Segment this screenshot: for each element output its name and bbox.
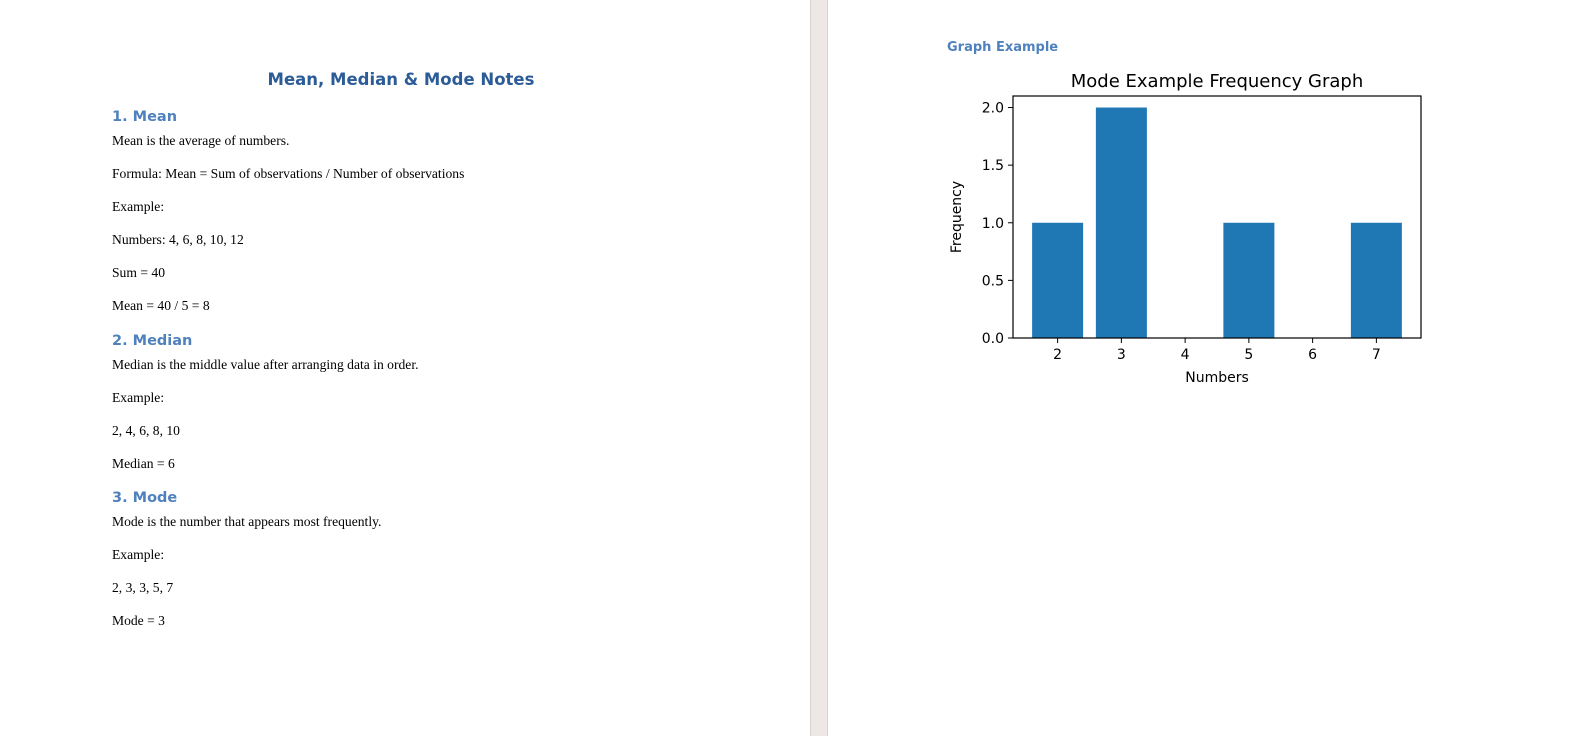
mode-definition: Mode is the number that appears most frequently.	[112, 514, 382, 529]
graph-example-heading: Graph Example	[947, 40, 1059, 55]
median-definition: Median is the middle value after arranging data in order.	[112, 357, 419, 372]
heading-mode: 3. Mode	[112, 490, 178, 506]
x-tick-label: 3	[1116, 347, 1126, 363]
x-tick-label: 2	[1053, 347, 1063, 363]
mean-example-label: Example:	[112, 199, 165, 214]
mode-example-label: Example:	[112, 547, 165, 562]
chart-x-label: Numbers	[1185, 370, 1249, 386]
heading-median: 2. Median	[112, 333, 193, 349]
y-tick-label: 0.5	[981, 273, 1004, 290]
bar-5	[1223, 223, 1274, 338]
chart-y-axis	[982, 101, 1013, 347]
mean-example-numbers: Numbers: 4, 6, 8, 10, 12	[112, 232, 244, 247]
y-tick-label: 2.0	[981, 100, 1004, 117]
bar-7	[1351, 223, 1402, 338]
chart-title: Mode Example Frequency Graph	[1070, 71, 1364, 92]
heading-mean: 1. Mean	[112, 109, 178, 125]
bar-2	[1032, 223, 1083, 338]
mean-formula: Formula: Mean = Sum of observations / Number of observations	[112, 166, 465, 181]
bar-3	[1096, 108, 1147, 338]
mean-example-result: Mean = 40 / 5 = 8	[112, 298, 210, 313]
mean-definition: Mean is the average of numbers.	[112, 133, 290, 148]
x-tick-label: 5	[1244, 347, 1254, 363]
x-tick-label: 6	[1308, 347, 1318, 363]
chart-x-axis	[1053, 338, 1381, 363]
median-example-label: Example:	[112, 390, 165, 405]
x-tick-label: 7	[1371, 347, 1381, 363]
y-tick-label: 1.0	[981, 215, 1004, 232]
mean-example-sum: Sum = 40	[112, 265, 165, 280]
x-tick-label: 4	[1180, 347, 1190, 363]
y-tick-label: 0.0	[981, 331, 1004, 347]
median-example-result: Median = 6	[112, 456, 175, 471]
y-tick-label: 1.5	[981, 158, 1004, 175]
median-example-numbers: 2, 4, 6, 8, 10	[112, 423, 180, 438]
chart-y-label: Frequency	[949, 180, 965, 254]
mode-example-numbers: 2, 3, 3, 5, 7	[112, 580, 174, 595]
page-gutter	[810, 0, 828, 736]
chart-bars	[1032, 108, 1402, 338]
frequency-bar-chart	[940, 62, 1430, 392]
mode-example-result: Mode = 3	[112, 613, 165, 628]
page-title: Mean, Median & Mode Notes	[267, 70, 535, 89]
